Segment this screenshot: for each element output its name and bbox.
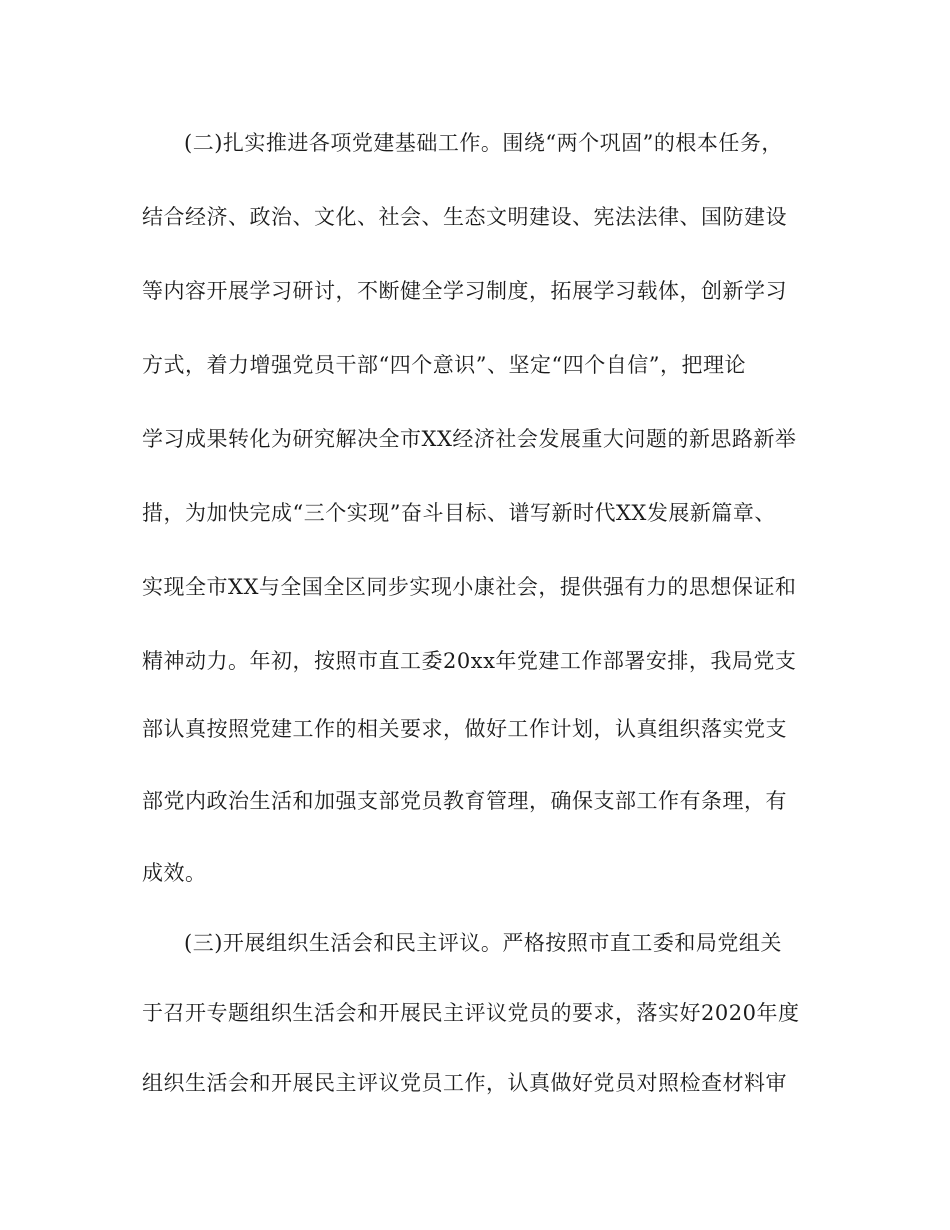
paragraph-2-line-7: 实现全市XX与全国全区同步实现小康社会，提供强有力的思想保证和 <box>142 575 797 599</box>
paragraph-2-line-4: 方式，着力增强党员干部“四个意识”、坚定“四个自信”，把理论 <box>142 353 746 377</box>
paragraph-3-line-1: (三)开展组织生活会和民主评议。严格按照市直工委和局党组关 <box>184 931 782 955</box>
paragraph-2-line-2: 结合经济、政治、文化、社会、生态文明建设、宪法法律、国防建设 <box>142 205 787 229</box>
paragraph-2-line-3: 等内容开展学习研讨，不断健全学习制度，拓展学习载体，创新学习 <box>142 279 787 303</box>
paragraph-2-line-10: 部党内政治生活和加强支部党员教育管理，确保支部工作有条理，有 <box>142 789 787 813</box>
paragraph-2-line-1: (二)扎实推进各项党建基础工作。围绕“两个巩固”的根本任务， <box>184 131 783 155</box>
paragraph-2-line-9: 部认真按照党建工作的相关要求，做好工作计划，认真组织落实党支 <box>142 717 787 741</box>
paragraph-3-line-2: 于召开专题组织生活会和开展民主评议党员的要求，落实好2020年度 <box>142 1001 800 1025</box>
paragraph-2-line-8: 精神动力。年初，按照市直工委20xx年党建工作部署安排，我局党支 <box>142 649 797 673</box>
paragraph-3-line-3: 组织生活会和开展民主评议党员工作，认真做好党员对照检查材料审 <box>142 1071 787 1095</box>
paragraph-2-line-11: 成效。 <box>142 861 207 885</box>
paragraph-2-line-5: 学习成果转化为研究解决全市XX经济社会发展重大问题的新思路新举 <box>142 427 797 451</box>
paragraph-2-line-6: 措，为加快完成“三个实现”奋斗目标、谱写新时代XX发展新篇章、 <box>142 501 776 525</box>
